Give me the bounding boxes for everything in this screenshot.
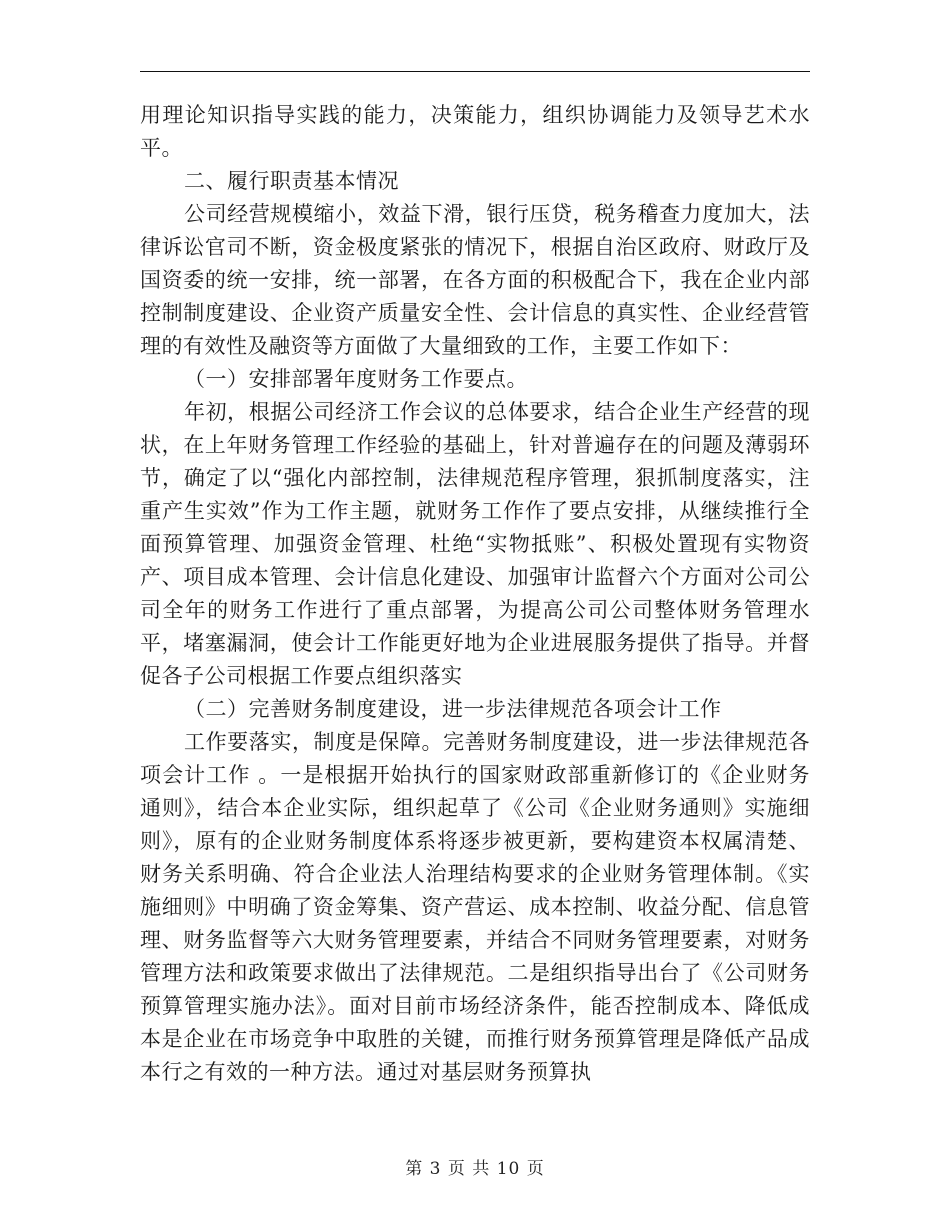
paragraph-1: 用理论知识指导实践的能力，决策能力，组织协调能力及领导艺术水平。 [140, 103, 810, 160]
subsection-heading-2: （二）完善财务制度建设，进一步法律规范各项会计工作 [184, 697, 722, 721]
paragraph-3: 公司经营规模缩小，效益下滑，银行压贷，税务稽查力度加大，法律诉讼官司不断，资金极度紧张的情况下，根据自治区政府、财政厅及国资委的统一安排，统一部署，在各方面的积极配合下，我在企业内部控制制度建设、企业资产质量安全性、会计信息的真实性、企业经营管理的有效性及融资等方面做了大量细致的工作，主要工作如下： [140, 202, 810, 358]
subsection-heading-1: （一）安排部署年度财务工作要点。 [184, 367, 528, 391]
paragraph-5: 年初，根据公司经济工作会议的总体要求，结合企业生产经营的现状，在上年财务管理工作经验的基础上，针对普遍存在的问题及薄弱环节，确定了以“强化内部控制，法律规范程序管理，狠抓制度落实，注重产生实效”作为工作主题，就财务工作作了要点安排，从继续推行全面预算管理、加强资金管理、杜绝“实物抵账”、积极处置现有实物资产、项目成本管理、会计信息化建设、加强审计监督六个方面对公司公司全年的财务工作进行了重点部署，为提高公司公司整体财务管理水平，堵塞漏洞，使会计工作能更好地为企业进展服务提供了指导。并督促各子公司根据工作要点组织落实 [140, 400, 810, 688]
paragraph-7: 工作要落实，制度是保障。完善财务制度建设，进一步法律规范各项会计工作 。一是根据开始执行的国家财政部重新修订的《企业财务通则》，结合本企业实际，组织起草了《公司《企业财务通则》实施细则》，原有的企业财务制度体系将逐步被更新，要构建资本权属清楚、财务关系明确、符合企业法人治理结构要求的企业财务管理体制。《实施细则》中明确了资金筹集、资产营运、成本控制、收益分配、信息管理、财务监督等六大财务管理要素，并结合不同财务管理要素，对财务管理方法和政策要求做出了法律规范。二是组织指导出台了《公司财务预算管理实施办法》。面对目前市场经济条件，能否控制成本、降低成本是企业在市场竞争中取胜的关键，而推行财务预算管理是降低产品成本行之有效的一种方法。通过对基层财务预算执 [140, 730, 810, 1084]
page-number-footer: 第 3 页 共 10 页 [405, 1159, 545, 1179]
body-text [140, 99, 810, 1089]
header-rule [140, 71, 810, 72]
section-heading-2: 二、履行职责基本情况 [184, 169, 399, 193]
